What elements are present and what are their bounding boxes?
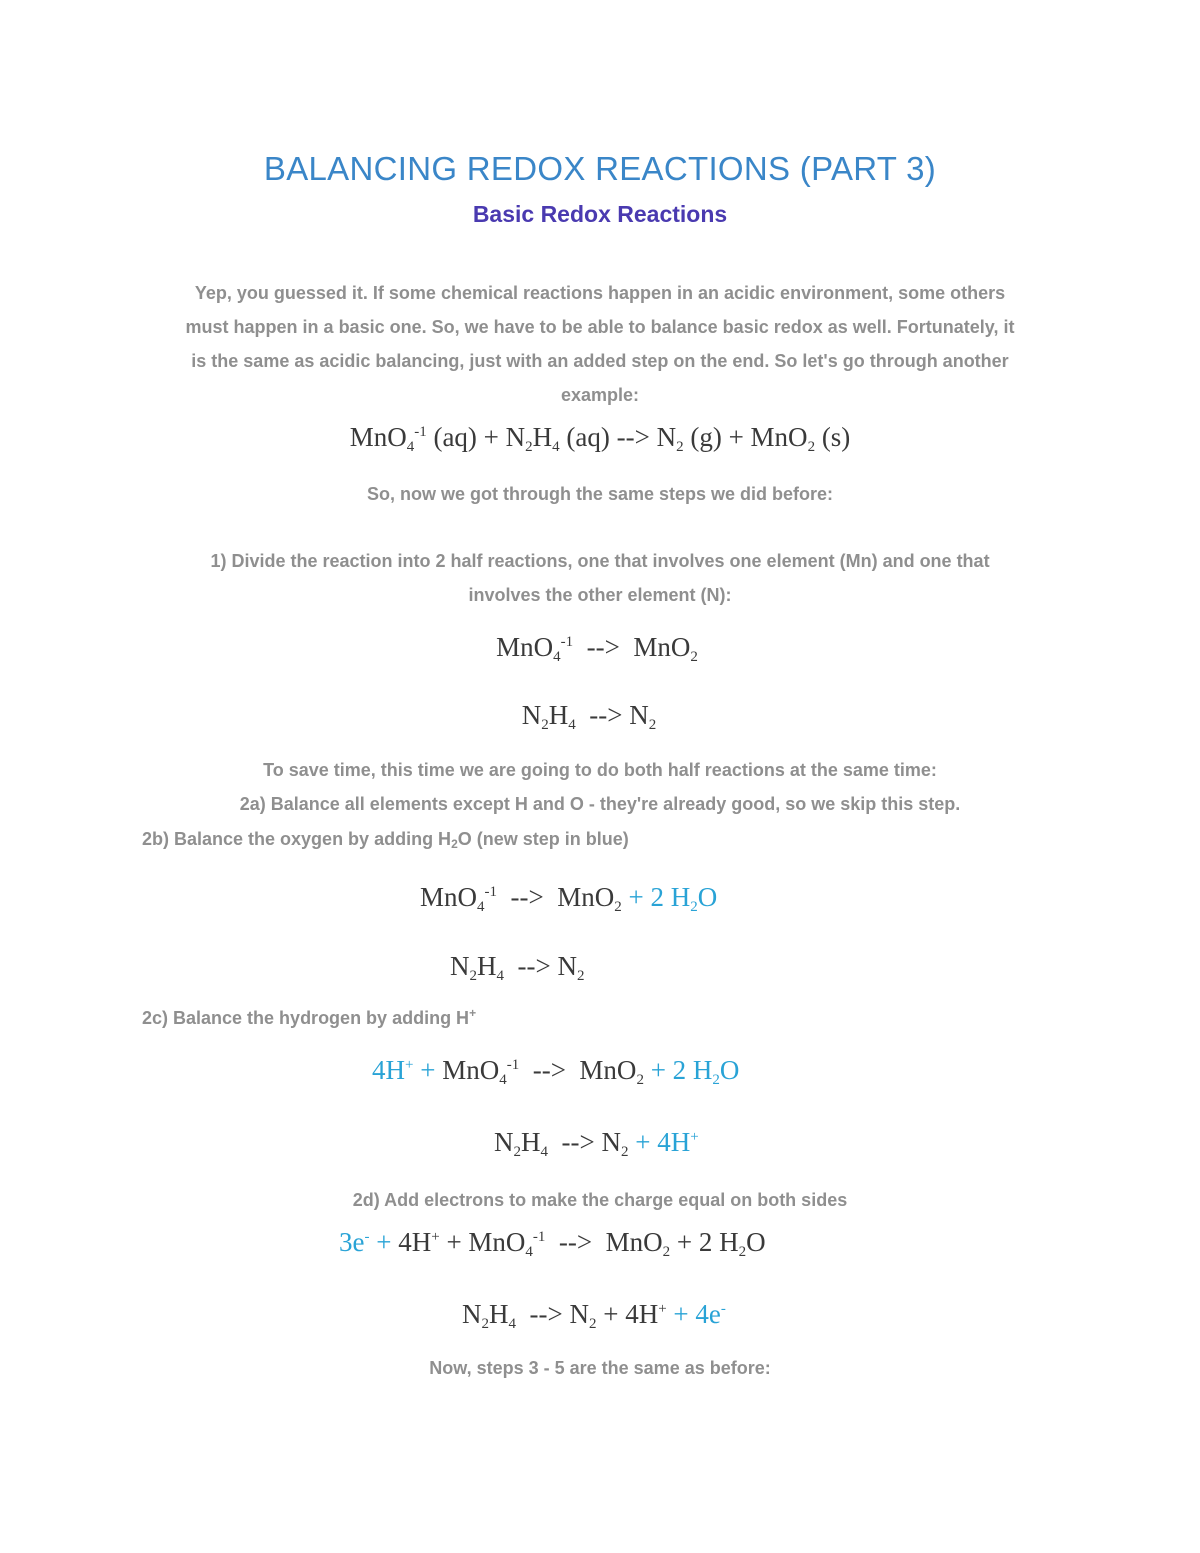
step1-line: involves the other element (N): [468,585,732,605]
step2b-text [142,822,629,856]
step2c-prefix: 2c) Balance the hydrogen by adding H [142,1008,470,1028]
step1-text [0,544,1200,612]
half-reaction-mn: MnO$_4^{-1}$ --> MnO$_2$ [496,632,698,665]
steps-intro: So, now we got through the same steps we did before: [366,484,834,504]
save-time-text: To save time, this time we are going to do both half reactions at the same time: [263,760,937,780]
step2b-eq-n: $N_2H_4$ --> $N_2$ [450,951,585,984]
main-equation [0,422,1200,453]
page-title: BALANCING REDOX REACTIONS (PART 3) [263,150,937,187]
step2a-text: 2a) Balance all elements except H and O - they're already good, so we skip this step. [239,794,961,814]
closing-text: Now, steps 3 - 5 are the same as before: [429,1358,771,1378]
added-hydrogen: 4H+ + [372,1055,443,1085]
step2b-prefix: 2b) Balance the oxygen by adding H [142,829,452,849]
intro-line: is the same as acidic balancing, just with an added step on the end. So let's go through another [191,351,1009,371]
intro-paragraph [0,276,1200,412]
step2d-eq-mn: 3e- + 4H+ + MnO$_4^{-1}$ --> MnO$_2$ + 2 $H_2O$ [339,1227,766,1260]
step2c-eq-n: $N_2H_4$ --> $N_2 + 4H^+$ [494,1127,699,1160]
step2c-eq-mn: 4H+ + MnO$_4^{-1}$ --> MnO$_2$ + 2 $H_2O$ [372,1055,740,1088]
step2c-sup: + [469,1006,477,1020]
step2d-text: 2d) Add electrons to make the charge equal on both sides [352,1190,848,1210]
step2d-eq-n: $N_2H_4$ --> $N_2 + 4H^+ + 4e^-$ [462,1299,726,1332]
step2b-suffix: O (new step in blue) [457,829,629,849]
half-reaction-n: $N_2H_4$ --> $N_2$ [521,700,657,733]
step2c-text [142,1001,476,1035]
step2b-eq-mn: MnO$_4^{-1}$ --> MnO$_2$ + 2 $H_2O$ [420,882,718,915]
added-water: + 2 $H_2O$ [621,882,718,915]
page-subtitle: Basic Redox Reactions [472,201,728,227]
intro-line: example: [560,385,640,405]
intro-line: must happen in a basic one. So, we have to be able to balance basic redox as well. Fortunately, it [185,317,1015,337]
added-electrons: + 4e- [666,1299,726,1329]
step1-line: 1) Divide the reaction into 2 half reactions, one that involves one element (Mn) and one that [210,551,990,571]
main-equation-text: MnO$_4^{-1}$ $(aq) + N_2H_4$ (aq) --> $N_2$ (g) + MnO$_2$ (s) [349,422,851,455]
added-hydrogen: + 4H+ [628,1127,699,1157]
added-electrons: 3e- + [339,1227,399,1257]
step2b-sub: 2 [451,837,458,851]
intro-line: Yep, you guessed it. If some chemical reactions happen in an acidic environment, some others [194,283,1006,303]
